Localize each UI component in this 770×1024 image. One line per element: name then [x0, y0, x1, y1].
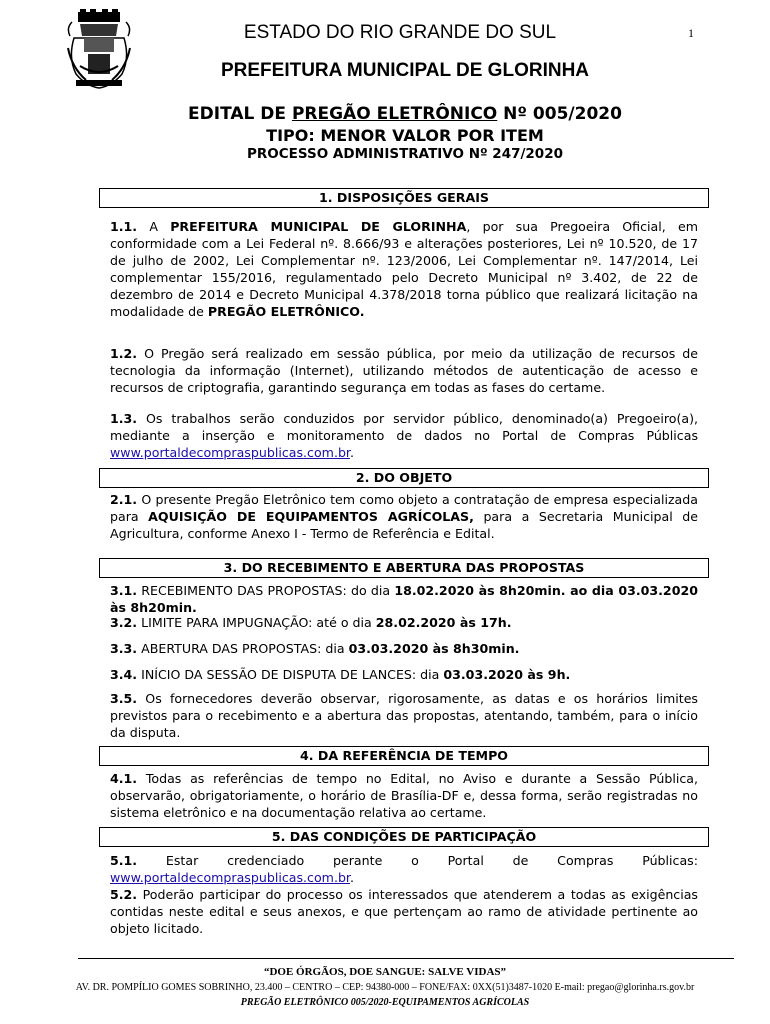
para-text: , por sua Pregoeira Oficial, em conformidade com a Lei Federal nº. 8.666/93 e alterações posteriores, Lei nº 10.520, de 17 de julho de 2002, Lei Complementar nº. 123/2006, Lei Complementar nº. 147/2014, Lei complementar 155/2016, regulamentado pelo Decreto Municipal nº 3.402, de 22 de dezembro de 2014 e Decreto Municipal 4.378/2018 torna público que realizará licitação na modalidade de [110, 219, 698, 319]
section-heading-2: 2. DO OBJETO [99, 468, 709, 488]
para-bold: 18.02.2020 às 8h20min. ao dia 03.03.2020 às 8h20min. [110, 583, 698, 615]
title-underlined: PREGÃO ELETRÔNICO [291, 104, 498, 124]
para-number: 1.2. [110, 346, 138, 361]
municipality-header: PREFEITURA MUNICIPAL DE GLORINHA [220, 60, 590, 81]
paragraph-1-1 [110, 218, 698, 320]
para-text: O Pregão será realizado em sessão pública, por meio da utilização de recursos de tecnologia da informação (Internet), utilizando métodos de autenticação de acesso e recursos de criptografia, garantindo segurança em todas as fases do certame. [110, 346, 698, 395]
section-heading-5: 5. DAS CONDIÇÕES DE PARTICIPAÇÃO [99, 827, 709, 847]
para-number: 5.2. [110, 887, 138, 902]
para-bold: PREFEITURA MUNICIPAL DE GLORINHA [170, 219, 467, 234]
para-number: 3.1. [110, 583, 138, 598]
para-number: 5.1. [110, 853, 138, 868]
para-text: O presente Pregão Eletrônico tem como objeto a contratação de empresa especializada para [110, 492, 698, 524]
para-text: INÍCIO DA SESSÃO DE DISPUTA DE LANCES: dia [137, 667, 444, 682]
paragraph-1-2 [110, 345, 698, 396]
para-number: 2.1. [110, 492, 138, 507]
para-bold: AQUISIÇÃO DE EQUIPAMENTOS AGRÍCOLAS, [148, 509, 474, 524]
para-number: 1.1. [110, 219, 138, 234]
paragraph-5-2 [110, 886, 698, 937]
paragraph-1-3 [110, 410, 698, 461]
para-number: 3.2. [110, 615, 138, 630]
footer-motto: “DOE ÓRGÃOS, DOE SANGUE: SALVE VIDAS” [263, 966, 507, 978]
footer-divider [78, 958, 734, 959]
para-text: Os trabalhos serão conduzidos por servidor público, denominado(a) Pregoeiro(a), mediante a inserção e monitoramento de dados no Portal de Compras Públicas [110, 411, 698, 443]
page-number: 1 [688, 26, 694, 40]
portal-link[interactable]: www.portaldecompraspublicas.com.br [110, 870, 350, 885]
paragraph-3-4 [110, 666, 698, 683]
para-text: . [349, 870, 354, 885]
para-text: ABERTURA DAS PROPOSTAS: dia [137, 641, 349, 656]
paragraph-3-5 [110, 690, 698, 741]
title-suffix: Nº 005/2020 [497, 104, 622, 124]
section-heading-3: 3. DO RECEBIMENTO E ABERTURA DAS PROPOSTAS [99, 558, 709, 578]
para-number: 3.4. [110, 667, 138, 682]
section-heading-1: 1. DISPOSIÇÕES GERAIS [99, 188, 709, 208]
document-title [110, 104, 700, 124]
para-text: para a Secretaria Municipal de Agricultura, conforme Anexo I - Termo de Referência e Edital. [110, 509, 698, 541]
para-text: Estar credenciado perante o Portal de Compras Públicas: [137, 853, 698, 868]
title-prefix: EDITAL DE [188, 104, 292, 124]
paragraph-5-1 [110, 852, 698, 869]
para-bold: 03.03.2020 às 8h30min. [348, 641, 520, 656]
paragraph-5-1-link [110, 869, 698, 886]
process-number: PROCESSO ADMINISTRATIVO Nº 247/2020 [247, 146, 563, 162]
paragraph-2-1 [110, 491, 698, 542]
para-number: 3.5. [110, 691, 138, 706]
document-type: TIPO: MENOR VALOR POR ITEM [266, 126, 544, 145]
para-text: Todas as referências de tempo no Edital, no Aviso e durante a Sessão Pública, observarão, obrigatoriamente, o horário de Brasília-DF e, dessa forma, serão registradas no sistema eletrônico e na documentação relativa ao certame. [110, 771, 698, 820]
para-bold: PREGÃO ELETRÔNICO. [207, 304, 365, 319]
para-bold: 28.02.2020 às 17h. [375, 615, 512, 630]
paragraph-4-1 [110, 770, 698, 821]
paragraph-3-1 [110, 582, 698, 616]
paragraph-3-2 [110, 614, 698, 631]
portal-link[interactable]: www.portaldecompraspublicas.com.br [110, 445, 350, 460]
section-heading-4: 4. DA REFERÊNCIA DE TEMPO [99, 746, 709, 766]
para-text: LIMITE PARA IMPUGNAÇÃO: até o dia [137, 615, 376, 630]
para-number: 3.3. [110, 641, 138, 656]
para-text: RECEBIMENTO DAS PROPOSTAS: do dia [137, 583, 395, 598]
footer-address: AV. DR. POMPÍLIO GOMES SOBRINHO, 23.400 – CENTRO – CEP: 94380-000 – FONE/FAX: 0XX(51)3487-1020 E-mail: pregao@glorinha.rs.gov.br [75, 982, 695, 993]
paragraph-3-3 [110, 640, 698, 657]
para-number: 4.1. [110, 771, 138, 786]
para-bold: 03.03.2020 às 9h. [443, 667, 571, 682]
para-text: Poderão participar do processo os interessados que atenderem a todas as exigências contidas neste edital e seus anexos, e que pertençam ao ramo de atividade pertinente ao objeto licitado. [110, 887, 698, 936]
para-text: . [349, 445, 354, 460]
para-text: Os fornecedores deverão observar, rigorosamente, as datas e os horários limites previstos para o recebimento e a abertura das propostas, atentando, também, para o início da disputa. [110, 691, 698, 740]
state-header: ESTADO DO RIO GRANDE DO SUL [243, 22, 557, 43]
para-text: A [137, 219, 171, 234]
para-number: 1.3. [110, 411, 138, 426]
footer-document-ref: PREGÃO ELETRÔNICO 005/2020-EQUIPAMENTOS AGRÍCOLAS [240, 997, 530, 1008]
